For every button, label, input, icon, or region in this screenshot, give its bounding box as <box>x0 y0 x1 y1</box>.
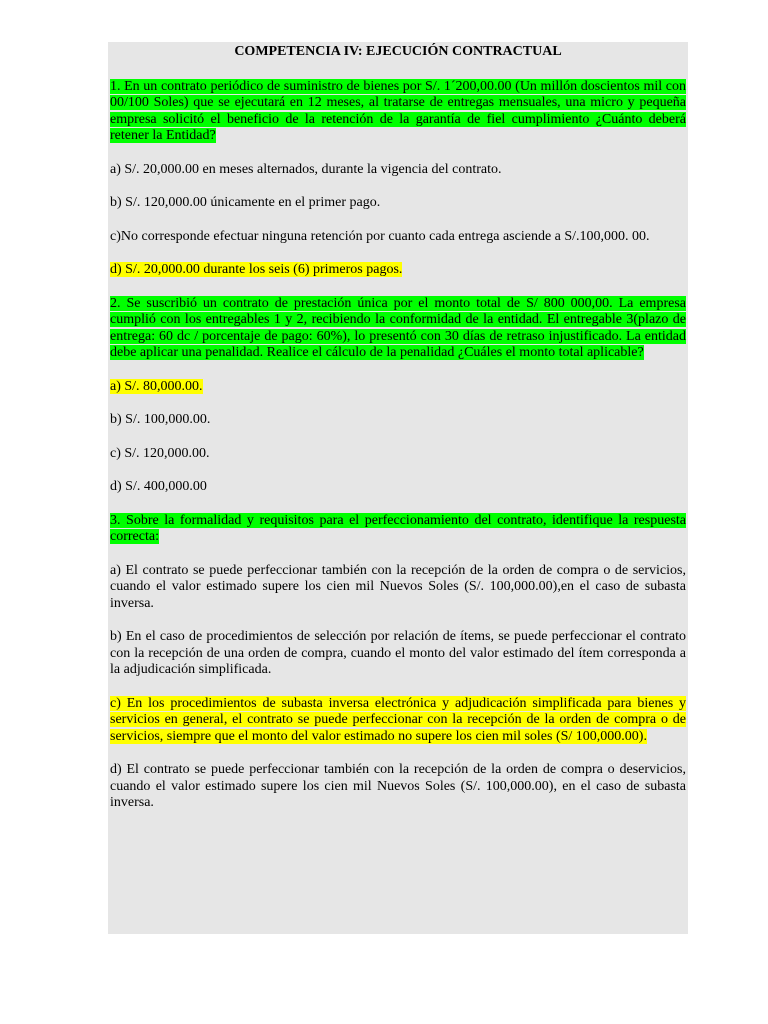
question-3-option-a: a) El contrato se puede perfeccionar también con la recepción de la orden de compra o de servicios, cuando el valor estimado supere los cien mil Nuevos Soles (S/. 100,000.00),en el caso de subasta inversa. <box>110 562 686 611</box>
question-3-text: 3. Sobre la formalidad y requisitos para el perfeccionamiento del contrato, identifique la respuesta correcta: <box>110 512 686 544</box>
question-2-option-a <box>110 379 686 396</box>
document-content <box>110 42 686 829</box>
question-1-option-a: a) S/. 20,000.00 en meses alternados, durante la vigencia del contrato. <box>110 161 502 177</box>
question-1-answer: d) S/. 20,000.00 durante los seis (6) primeros pagos. <box>110 262 403 277</box>
question-1-option-c: c)No corresponde efectuar ninguna retención por cuanto cada entrega asciende a S/.100,000. 00. <box>110 228 650 244</box>
question-2-option-c: c) S/. 120,000.00. <box>110 445 210 461</box>
question-2-option-d: d) S/. 400,000.00 <box>110 479 207 494</box>
page-title: COMPETENCIA IV: EJECUCIÓN CONTRACTUAL <box>234 44 562 59</box>
question-3-option-b: b) En el caso de procedimientos de selección por relación de ítems, se puede perfeccionar el contrato con la recepción de una orden de compra, cuando el monto del valor estimado del ítem corresponda a la adjudicación simplificada. <box>110 629 686 677</box>
question-3-answer: c) En los procedimientos de subasta inversa electrónica y adjudicación simplificada para bienes y servicios en general, el contrato se puede perfeccionar con la recepción de la orden de compra o de servicios, siempre que el monto del valor estimado no supere los cien mil soles (S/ 100,000.00). <box>110 695 686 744</box>
question-2 <box>110 296 686 362</box>
question-1-option-b: b) S/. 120,000.00 únicamente en el primer pago. <box>110 195 381 210</box>
question-1-option-d <box>110 262 686 279</box>
question-2-text: 2. Se suscribió un contrato de prestación única por el monto total de S/ 800 000,00. La empresa cumplió con los entregables 1 y 2, recibiendo la conformidad de la entidad. El entregable 3(plazo de entrega: 60 dc / porcentaje de pago: 60%), lo presentó con 30 días de retraso injustificado. La entidad debe aplicar una penalidad. Realice el cálculo de la penalidad ¿Cuáles el monto total aplicable? <box>110 295 686 360</box>
question-3-option-d: d) El contrato se puede perfeccionar también con la recepción de la orden de compra o deservicios, cuando el valor estimado supere los cien mil Nuevos Soles (S/. 100,000.00), en el caso de subasta inversa. <box>110 762 686 810</box>
question-2-option-b: b) S/. 100,000.00. <box>110 412 211 427</box>
question-3-option-c <box>110 696 686 746</box>
question-1 <box>110 79 686 145</box>
question-3 <box>110 513 686 546</box>
question-1-text: 1. En un contrato periódico de suministro de bienes por S/. 1´200,00.00 (Un millón doscientos mil con 00/100 Soles) que se ejecutará en 12 meses, al tratarse de entregas mensuales, una micro y pequeña empresa solicitó el beneficio de la retención de la garantía de fiel cumplimiento ¿Cuánto deberá retener la Entidad? <box>110 78 686 143</box>
document-page <box>108 42 688 934</box>
question-2-answer: a) S/. 80,000.00. <box>110 378 203 394</box>
